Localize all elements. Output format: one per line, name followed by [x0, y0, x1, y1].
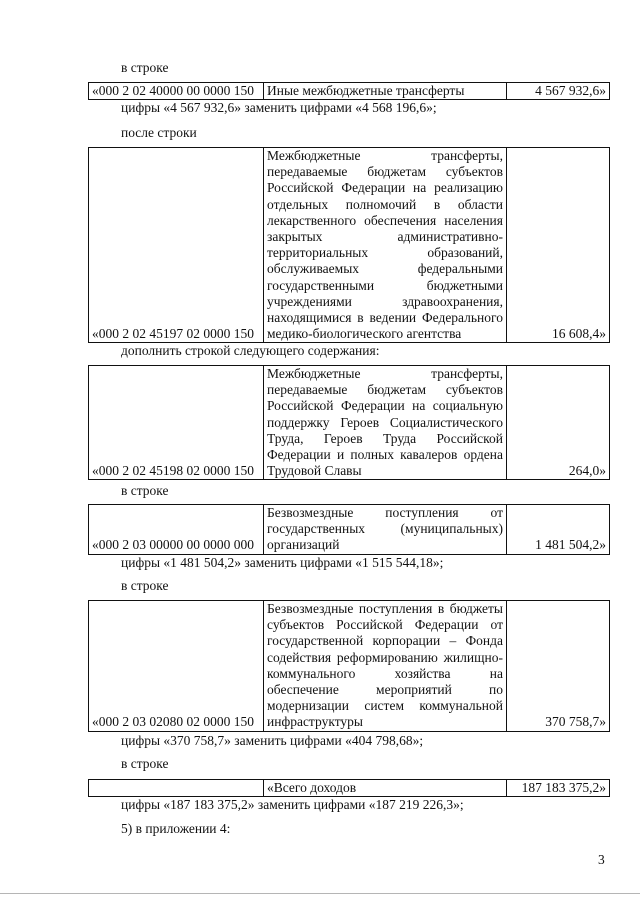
instruction-text: цифры «187 183 375,2» заменить цифрами «187 219 226,3»; — [121, 797, 464, 812]
instruction-text: цифры «1 481 504,2» заменить цифрами «1 515 544,18»; — [121, 555, 444, 570]
budget-table-row — [88, 147, 610, 343]
budget-item-name: Безвозмездные поступления в бюджеты субъектов Российской Федерации от государственной корпорации – Фонда содействия реформированию жилищно-коммунального хозяйства на обеспечение мероприятий по модернизации систем коммунальной инфраструктуры — [264, 601, 507, 732]
page-number: 3 — [598, 852, 605, 867]
budget-code: «000 2 03 02080 02 0000 150 — [89, 601, 264, 732]
budget-item-name: Иные межбюджетные трансферты — [264, 83, 507, 100]
budget-amount: 187 183 375,2» — [507, 780, 610, 797]
budget-table-row — [88, 365, 610, 480]
budget-code: «000 2 02 45197 02 0000 150 — [89, 148, 264, 343]
budget-item-name: Межбюджетные трансферты, передаваемые бюджетам субъектов Российской Федерации на социальную поддержку Героев Социалистического Труда, Героев Труда Российской Федерации и полных кавалеров ордена Трудовой Славы — [264, 366, 507, 480]
budget-code: «000 2 02 40000 00 0000 150 — [89, 83, 264, 100]
budget-amount: 4 567 932,6» — [507, 83, 610, 100]
instruction-text: цифры «370 758,7» заменить цифрами «404 798,68»; — [121, 733, 424, 748]
lead-text: в строке — [121, 483, 169, 498]
budget-table-row — [88, 779, 610, 797]
budget-item-name: Межбюджетные трансферты, передаваемые бюджетам субъектов Российской Федерации на реализацию отдельных полномочий в области лекарственного обеспечения населения закрытых административно-территориальных образований, обслуживаемых федеральными государственными бюджетными учреждениями здравоохранения, находящимися в ведении Федерального медико-биологического агентства — [264, 148, 507, 343]
instruction-text: дополнить строкой следующего содержания: — [121, 343, 380, 358]
budget-table-row — [88, 504, 610, 555]
budget-amount: 1 481 504,2» — [507, 505, 610, 555]
budget-item-name: Безвозмездные поступления от государственных (муниципальных) организаций — [264, 505, 507, 555]
budget-code — [89, 780, 264, 797]
budget-code: «000 2 03 00000 00 0000 000 — [89, 505, 264, 555]
budget-amount: 264,0» — [507, 366, 610, 480]
budget-table-row — [88, 82, 610, 100]
lead-text: в строке — [121, 578, 169, 593]
budget-amount: 370 758,7» — [507, 601, 610, 732]
budget-amount: 16 608,4» — [507, 148, 610, 343]
instruction-text: цифры «4 567 932,6» заменить цифрами «4 568 196,6»; — [121, 100, 437, 115]
lead-text: в строке — [121, 60, 169, 75]
lead-text: в строке — [121, 756, 169, 771]
budget-code: «000 2 02 45198 02 0000 150 — [89, 366, 264, 480]
budget-table-row — [88, 600, 610, 732]
budget-item-name: «Всего доходов — [264, 780, 507, 797]
closing-text: 5) в приложении 4: — [121, 821, 231, 836]
lead-text: после строки — [121, 125, 197, 140]
scan-edge-rule — [0, 893, 640, 894]
